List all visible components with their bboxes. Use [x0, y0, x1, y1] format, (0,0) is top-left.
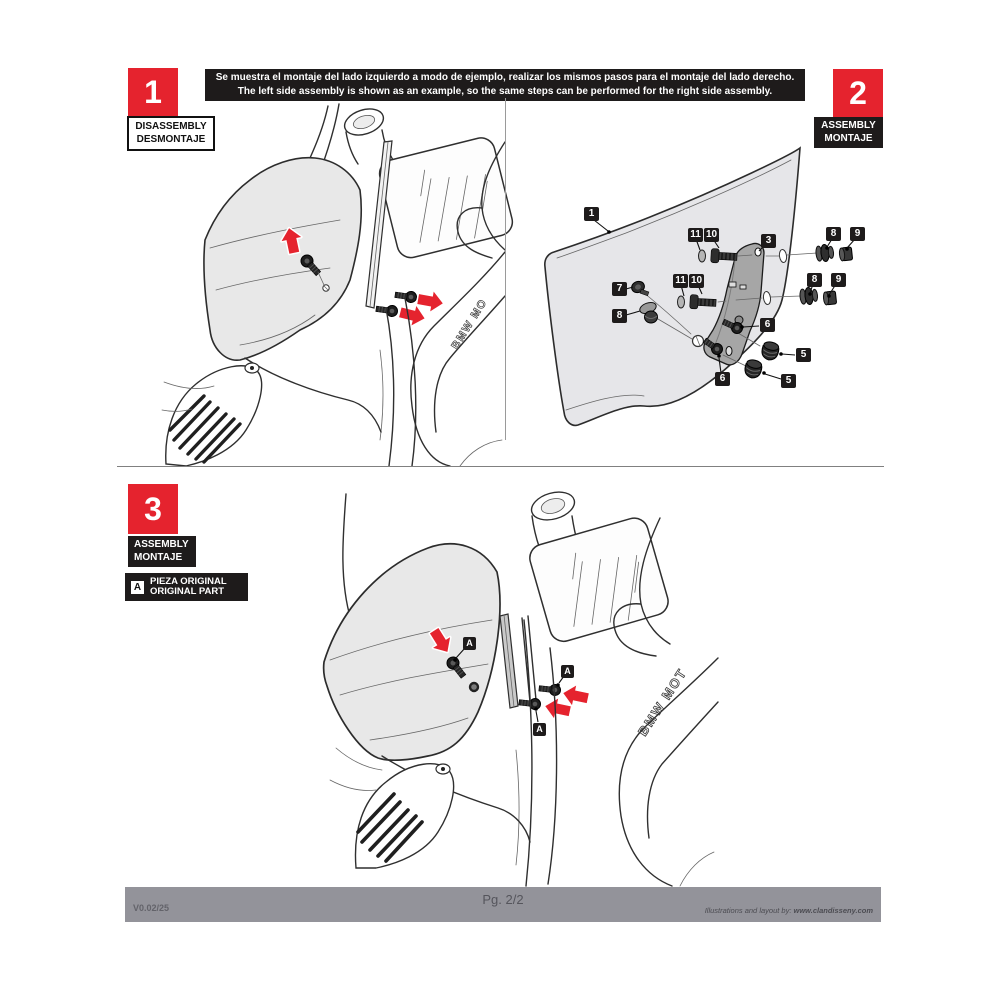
step2-label-line1: ASSEMBLY: [821, 120, 876, 131]
callout-10a: 10: [705, 229, 718, 240]
legend-a-icon: A: [131, 581, 144, 594]
callout-6b: 6: [715, 372, 730, 386]
legend-text: [150, 577, 227, 598]
callout-10b: 10: [690, 275, 703, 286]
panel2-exploded-diagram: [530, 140, 880, 440]
footer-credits: [705, 906, 873, 915]
brand-text-panel1: BMW MO: [449, 296, 490, 352]
marker-a-3: A: [533, 723, 546, 736]
footer-credits-site: www.clandisseny.com: [793, 906, 873, 915]
legend-line1: PIEZA ORIGINAL: [150, 575, 227, 587]
footer-credits-label: Illustrations and layout by:: [704, 906, 792, 915]
callout-8c: 8: [612, 309, 627, 323]
legend-line2: ORIGINAL PART: [150, 586, 225, 597]
callout-11a: 11: [688, 228, 703, 242]
step3-label-line2: MONTAJE: [134, 552, 183, 563]
callout-11b: 11: [673, 274, 688, 288]
callout-5b: 5: [781, 374, 796, 388]
step3-label: [128, 536, 196, 567]
step2-label-line2: MONTAJE: [824, 133, 873, 144]
callout-7: 7: [612, 282, 627, 296]
callout-3: 3: [761, 234, 776, 248]
footer-page-indicator: Pg. 2/2: [482, 892, 524, 907]
step3-label-line1: ASSEMBLY: [134, 539, 189, 550]
notice-line-en: The left side assembly is shown as an example, so the same steps can be performed for the right side assembly.: [237, 86, 773, 97]
step3-number-badge: 3: [128, 484, 178, 534]
callout-8b: 8: [807, 273, 822, 287]
callout-5a: 5: [796, 348, 811, 362]
callout-9a: 9: [850, 227, 865, 241]
step1-number-badge: 1: [128, 68, 178, 116]
step2-number-badge: 2: [833, 69, 883, 117]
panel-divider-horizontal: [117, 466, 884, 467]
panel1-illustration: [160, 100, 505, 466]
step1-label-line1: DISASSEMBLY: [135, 121, 207, 132]
footer-version: V0.02/25: [133, 903, 170, 913]
notice-banner: [205, 69, 805, 101]
notice-line-es: Se muestra el montaje del lado izquierdo a modo de ejemplo, realizar los mismos pasos para el montaje del lado derecho.: [215, 72, 795, 83]
callout-6a: 6: [760, 318, 775, 332]
callout-9b: 9: [831, 273, 846, 287]
legend-original-part: [125, 573, 248, 601]
panel3-illustration: [300, 490, 720, 886]
brand-text-panel3: BMW MOT: [634, 665, 690, 739]
callout-1: 1: [584, 207, 599, 221]
marker-a-2: A: [561, 665, 574, 678]
marker-a-1: A: [463, 637, 476, 650]
step1-label-line2: DESMONTAJE: [136, 134, 206, 145]
callout-8a: 8: [826, 227, 841, 241]
panel-divider-vertical: [505, 98, 506, 440]
